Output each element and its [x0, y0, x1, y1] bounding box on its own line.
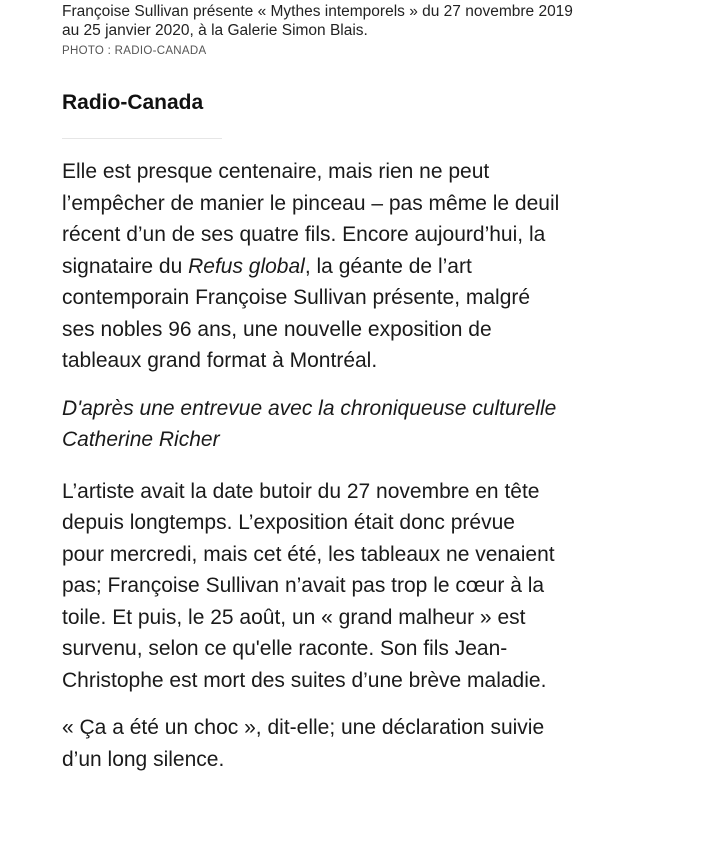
paragraph-line: d’un long silence. — [62, 747, 225, 771]
byline: Radio-Canada — [62, 91, 204, 114]
byline-divider — [62, 138, 222, 139]
paragraph-line: récent d’un de ses quatre fils. Encore aujourd’hui, la — [62, 223, 546, 246]
photo-credit: PHOTO : RADIO-CANADA — [62, 45, 207, 57]
photo-caption — [62, 2, 662, 40]
article — [62, 0, 662, 775]
paragraph-line: L’artiste avait la date butoir du 27 novembre en tête — [62, 479, 540, 503]
paragraph-quote — [62, 712, 662, 775]
caption-line: Françoise Sullivan présente « Mythes intemporels » du 27 novembre 2019 — [62, 3, 573, 20]
paragraph-text: signataire du — [62, 254, 189, 278]
paragraph-line: pas; Françoise Sullivan n’avait pas trop le cœur à la — [62, 574, 545, 597]
paragraph-line: Elle est presque centenaire, mais rien ne peut — [62, 160, 490, 183]
refus-global-title: Refus global — [188, 254, 305, 278]
paragraph-body — [62, 476, 662, 697]
paragraph-line: l’empêcher de manier le pinceau – pas même le deuil — [62, 191, 560, 215]
paragraph-line: depuis longtemps. L’exposition était donc prévue — [62, 511, 515, 534]
paragraph-line: toile. Et puis, le 25 août, un « grand malheur » est — [62, 605, 526, 629]
paragraph-line: contemporain Françoise Sullivan présente, malgré — [62, 286, 531, 309]
paragraph-line — [62, 251, 662, 283]
paragraph-line: survenu, selon ce qu'elle raconte. Son fils Jean- — [62, 637, 508, 660]
paragraph-line: « Ça a été un choc », dit-elle; une déclaration suivie — [62, 716, 545, 739]
caption-line: au 25 janvier 2020, à la Galerie Simon Blais. — [62, 22, 368, 39]
paragraph-line: D'après une entrevue avec la chroniqueuse culturelle — [62, 396, 557, 420]
paragraph-intro — [62, 156, 662, 377]
paragraph-line: Catherine Richer — [62, 428, 220, 451]
paragraph-line: tableaux grand format à Montréal. — [62, 349, 378, 372]
paragraph-line: ses nobles 96 ans, une nouvelle exposition de — [62, 317, 492, 341]
paragraph-source-note — [62, 393, 662, 456]
paragraph-text: , la géante de l’art — [304, 254, 472, 278]
paragraph-line: pour mercredi, mais cet été, les tableaux ne venaient — [62, 542, 555, 566]
paragraph-line: Christophe est mort des suites d’une brève maladie. — [62, 668, 547, 692]
